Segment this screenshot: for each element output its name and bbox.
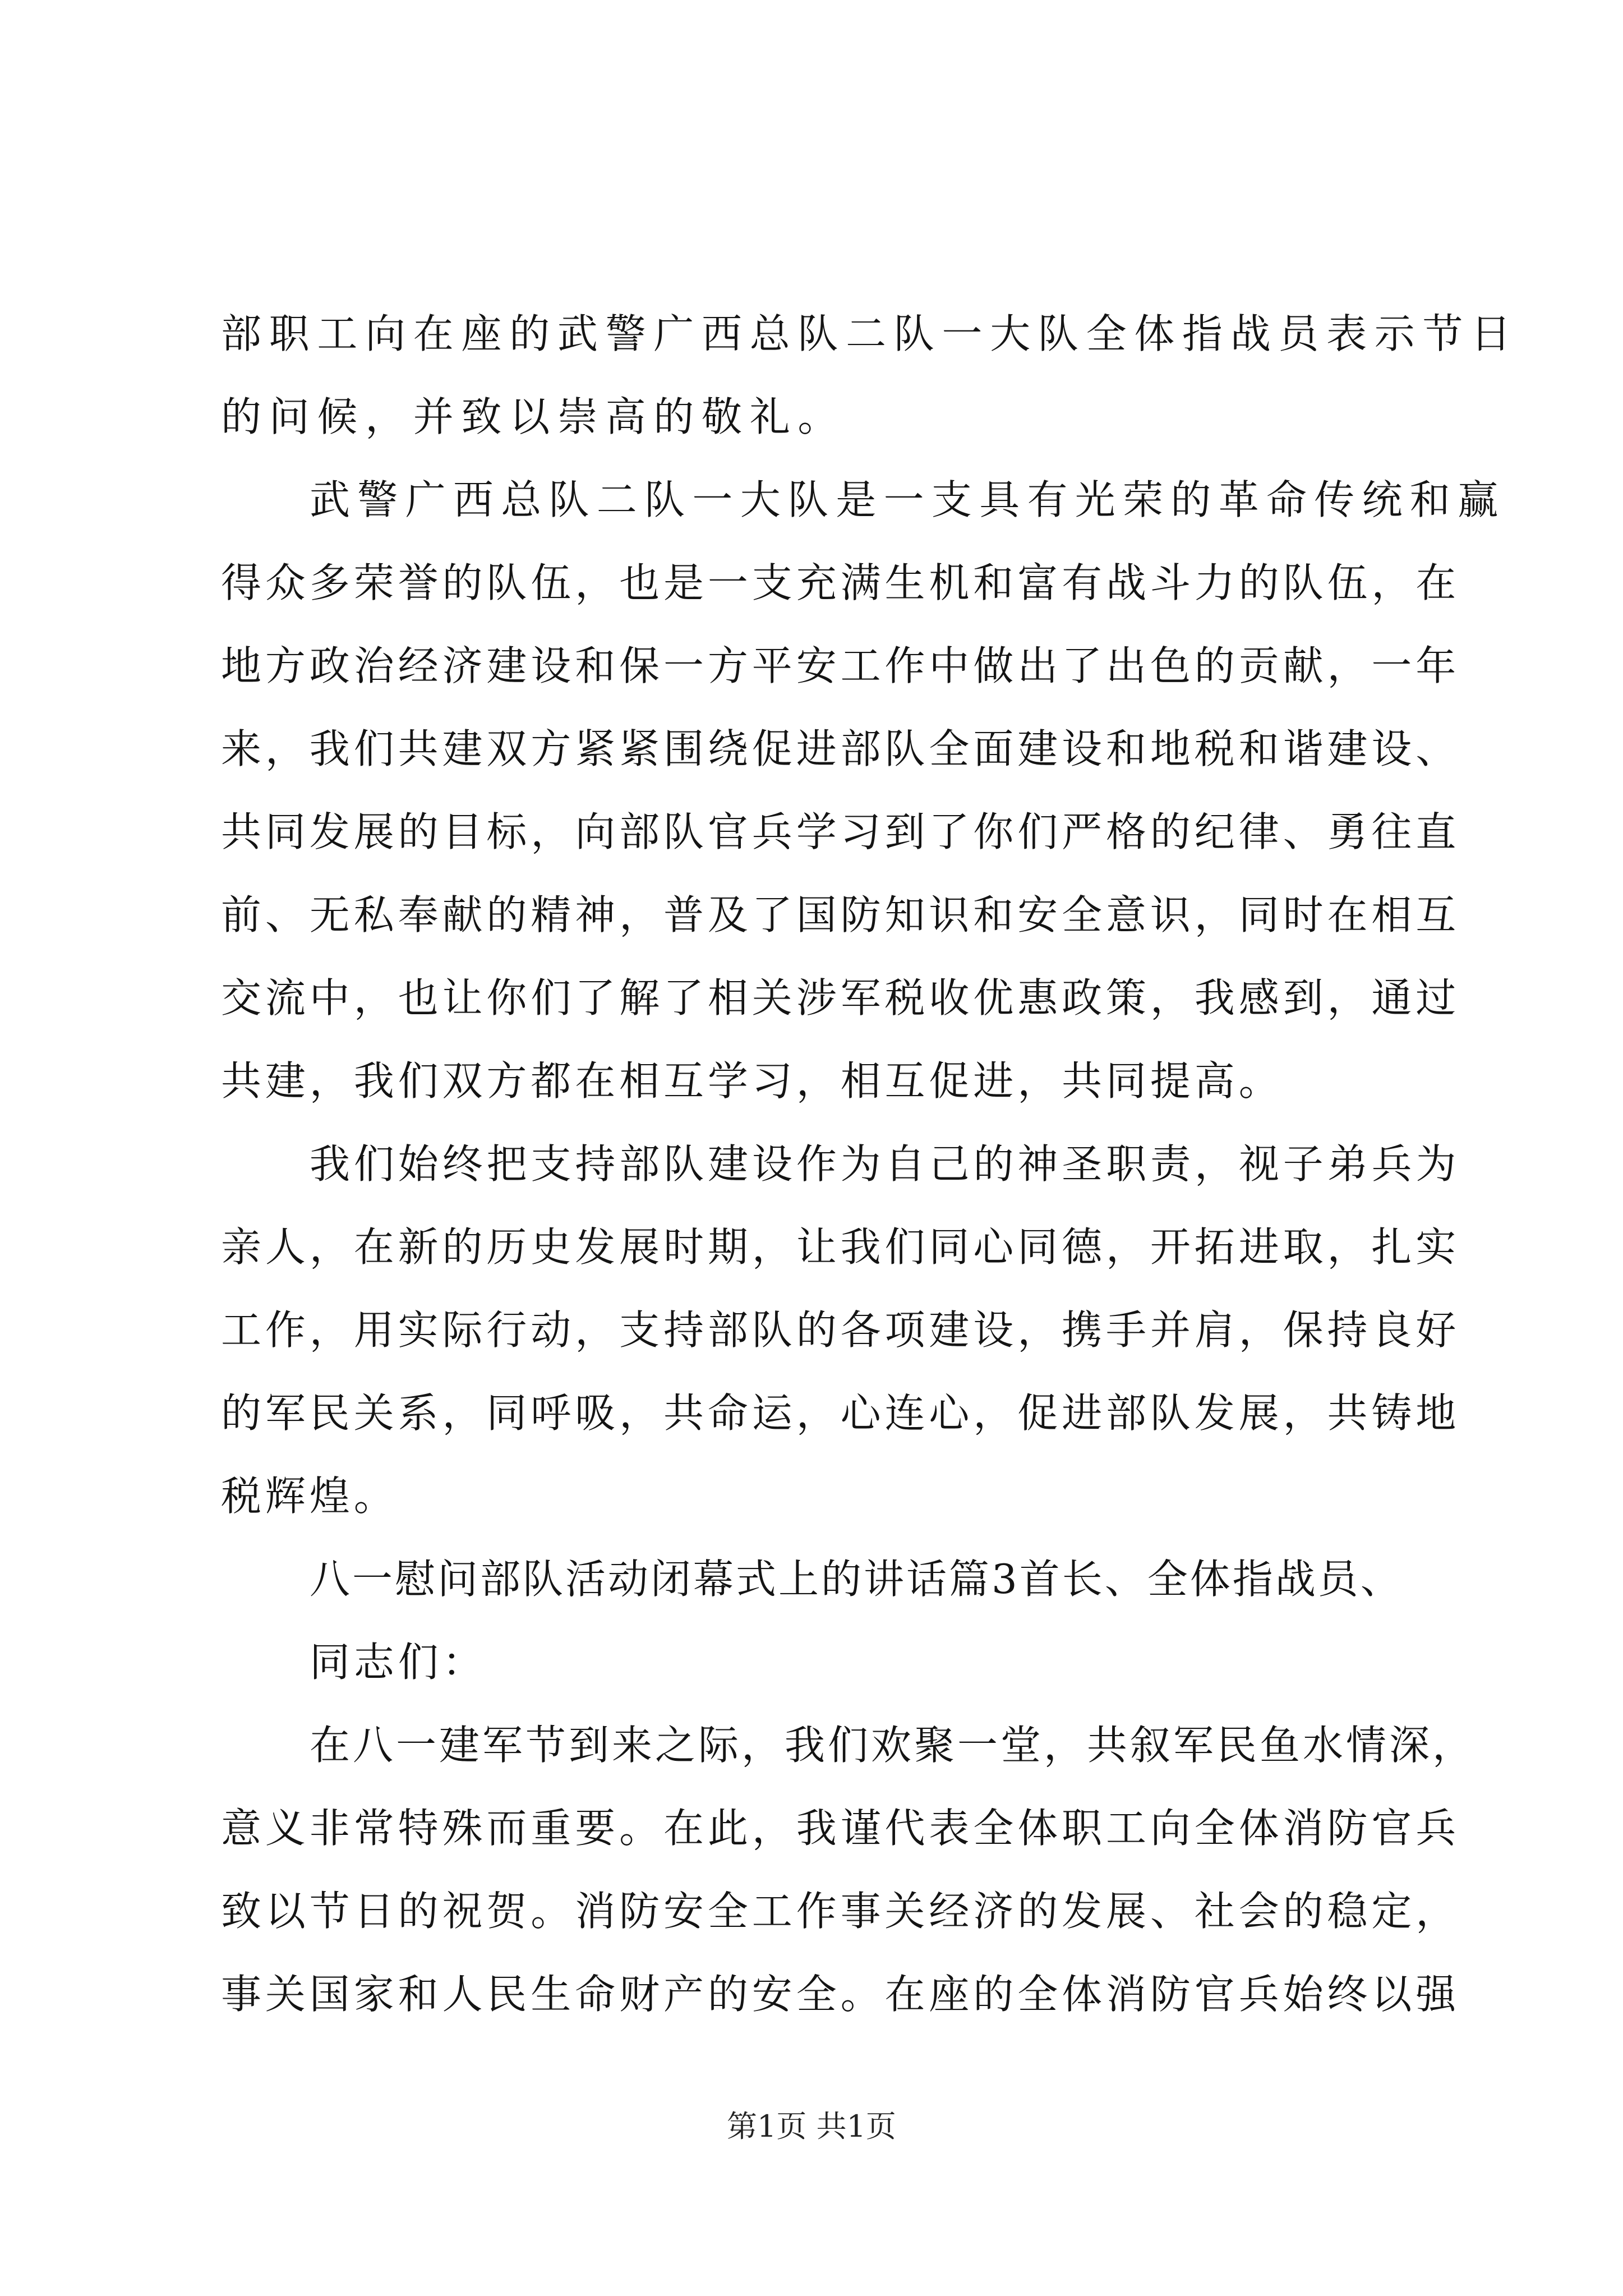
text-line: 意义非常特殊而重要。在此，我谨代表全体职工向全体消防官兵 [221, 1805, 1460, 1852]
text-line: 前、无私奉献的精神，普及了国防知识和安全意识，同时在相互 [221, 891, 1460, 938]
text-line: 武警广西总队二队一大队是一支具有光荣的革命传统和赢 [310, 476, 1506, 523]
text-line: 的问候，并致以崇高的敬礼。 [221, 393, 846, 440]
page-footer: 第1页 共1页 [727, 2109, 896, 2144]
text-line: 我们始终把支持部队建设作为自己的神圣职责，视子弟兵为 [310, 1140, 1460, 1188]
text-line: 在八一建军节到来之际，我们欢聚一堂，共叙军民鱼水情深， [310, 1722, 1476, 1769]
text-line: 税辉煌。 [221, 1473, 398, 1520]
text-line: 事关国家和人民生命财产的安全。在座的全体消防官兵始终以强 [221, 1971, 1460, 2018]
text-line: 共同发展的目标，向部队官兵学习到了你们严格的纪律、勇往直 [221, 808, 1460, 855]
text-line: 地方政治经济建设和保一方平安工作中做出了出色的贡献，一年 [221, 642, 1460, 689]
text-line: 致以节日的祝贺。消防安全工作事关经济的发展、社会的稳定， [221, 1888, 1460, 1935]
text-line: 亲人，在新的历史发展时期，让我们同心同德，开拓进取，扎实 [221, 1223, 1460, 1271]
text-line: 同志们： [310, 1639, 487, 1686]
text-line: 八一慰问部队活动闭幕式上的讲话篇3首长、全体指战员、 [310, 1556, 1403, 1603]
text-line: 共建，我们双方都在相互学习，相互促进，共同提高。 [221, 1057, 1283, 1105]
text-line: 部职工向在座的武警广西总队二队一大队全体指战员表示节日 [221, 310, 1519, 357]
text-line: 工作，用实际行动，支持部队的各项建设，携手并肩，保持良好 [221, 1306, 1460, 1354]
text-line: 得众多荣誉的队伍，也是一支充满生机和富有战斗力的队伍，在 [221, 559, 1460, 606]
text-line: 的军民关系，同呼吸，共命运，心连心，促进部队发展，共铸地 [221, 1389, 1460, 1437]
text-line: 来，我们共建双方紧紧围绕促进部队全面建设和地税和谐建设、 [221, 725, 1460, 772]
text-line: 交流中，也让你们了解了相关涉军税收优惠政策，我感到，通过 [221, 974, 1460, 1022]
